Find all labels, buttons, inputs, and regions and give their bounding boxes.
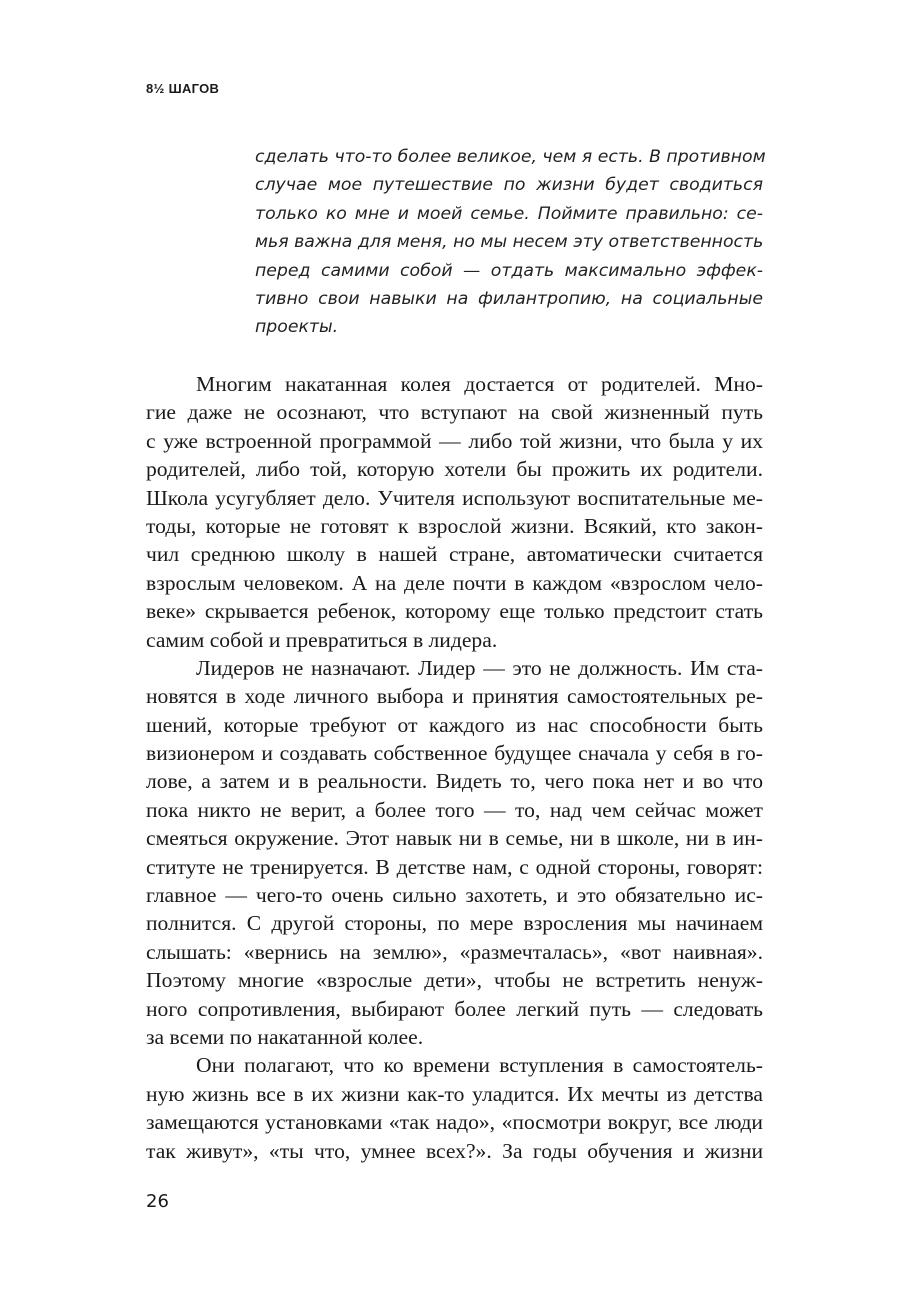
text-line: ституте не тренируется. В детстве нам, с одной стороны, говорят:	[146, 854, 763, 879]
page-number: 26	[146, 1191, 169, 1212]
paragraph	[146, 370, 763, 654]
text-line: веке» скрывается ребенок, которому еще только предстоит стать	[146, 599, 763, 624]
text-line: так живут», «ты что, умнее всех?». За годы обучения и жизни	[146, 1138, 763, 1163]
text-line: Они полагают, что ко времени вступления в самостоятель-	[196, 1053, 763, 1078]
paragraph	[146, 1051, 763, 1165]
text-line: Лидеров не назначают. Лидер — это не должность. Им ста-	[196, 655, 763, 680]
quote-block	[255, 143, 766, 342]
text-line: слышать: «вернись на землю», «размечталась», «вот наивная».	[146, 939, 763, 964]
text-line: Поэтому многие «взрослые дети», чтобы не встретить ненуж-	[146, 968, 763, 993]
text-line: родителей, либо той, которую хотели бы прожить их родители.	[146, 457, 763, 482]
text-line: тоды, которые не готовят к взрослой жизни. Всякий, кто закон-	[146, 513, 763, 538]
text-line: пока никто не верит, а более того — то, над чем сейчас может	[146, 797, 763, 822]
text-line: полнится. С другой стороны, по мере взросления мы начинаем	[146, 911, 763, 936]
text-line: Школа усугубляет дело. Учителя используют воспитательные ме-	[146, 485, 763, 510]
quote-line: только ко мне и моей семье. Поймите правильно: се-	[255, 203, 763, 224]
quote-line: проекты.	[255, 317, 339, 338]
quote-line: тивно свои навыки на филантропию, на социальные	[255, 288, 763, 309]
quote-line: случае мое путешествие по жизни будет сводиться	[255, 175, 763, 196]
quote-line: мья важна для меня, но мы несем эту ответственность	[255, 232, 764, 253]
text-line: взрослым человеком. А на деле почти в каждом «взрослом чело-	[146, 570, 763, 595]
text-line: лове, а затем и в реальности. Видеть то, чего пока нет и во что	[146, 769, 763, 794]
quote-line: перед самими собой — отдать максимально эффек-	[255, 260, 763, 281]
running-title: 8½ ШАГОВ	[146, 81, 220, 96]
text-line: шений, которые требуют от каждого из нас способности быть	[146, 712, 763, 737]
text-line: главное — чего-то очень сильно захотеть, и это обязательно ис-	[146, 883, 763, 908]
text-line: чил среднюю школу в нашей стране, автоматически считается	[146, 542, 763, 567]
paragraph	[146, 654, 763, 1051]
body-text	[146, 370, 763, 1165]
text-line: с уже встроенной программой — либо той жизни, что была у их	[146, 428, 763, 453]
text-line: ного сопротивления, выбирают более легкий путь — следовать	[146, 996, 763, 1021]
quote-line: сделать что-то более великое, чем я есть. В противном	[255, 147, 766, 167]
text-line: ную жизнь все в их жизни как-то уладится. Их мечты из детства	[146, 1081, 763, 1106]
text-line: визионером и создавать собственное будущее сначала у себя в го-	[146, 741, 763, 766]
text-line: гие даже не осознают, что вступают на свой жизненный путь	[146, 400, 763, 425]
text-line: новятся в ходе личного выбора и принятия самостоятельных ре-	[146, 684, 763, 709]
text-line: смеяться окружение. Этот навык ни в семье, ни в школе, ни в ин-	[146, 826, 763, 851]
text-line: Многим накатанная колея достается от родителей. Мно-	[196, 372, 763, 396]
text-line: самим собой и превратиться в лидера.	[146, 627, 498, 652]
text-line: замещаются установками «так надо», «посмотри вокруг, все люди	[146, 1110, 763, 1135]
text-line: за всеми по накатанной колее.	[146, 1024, 424, 1049]
